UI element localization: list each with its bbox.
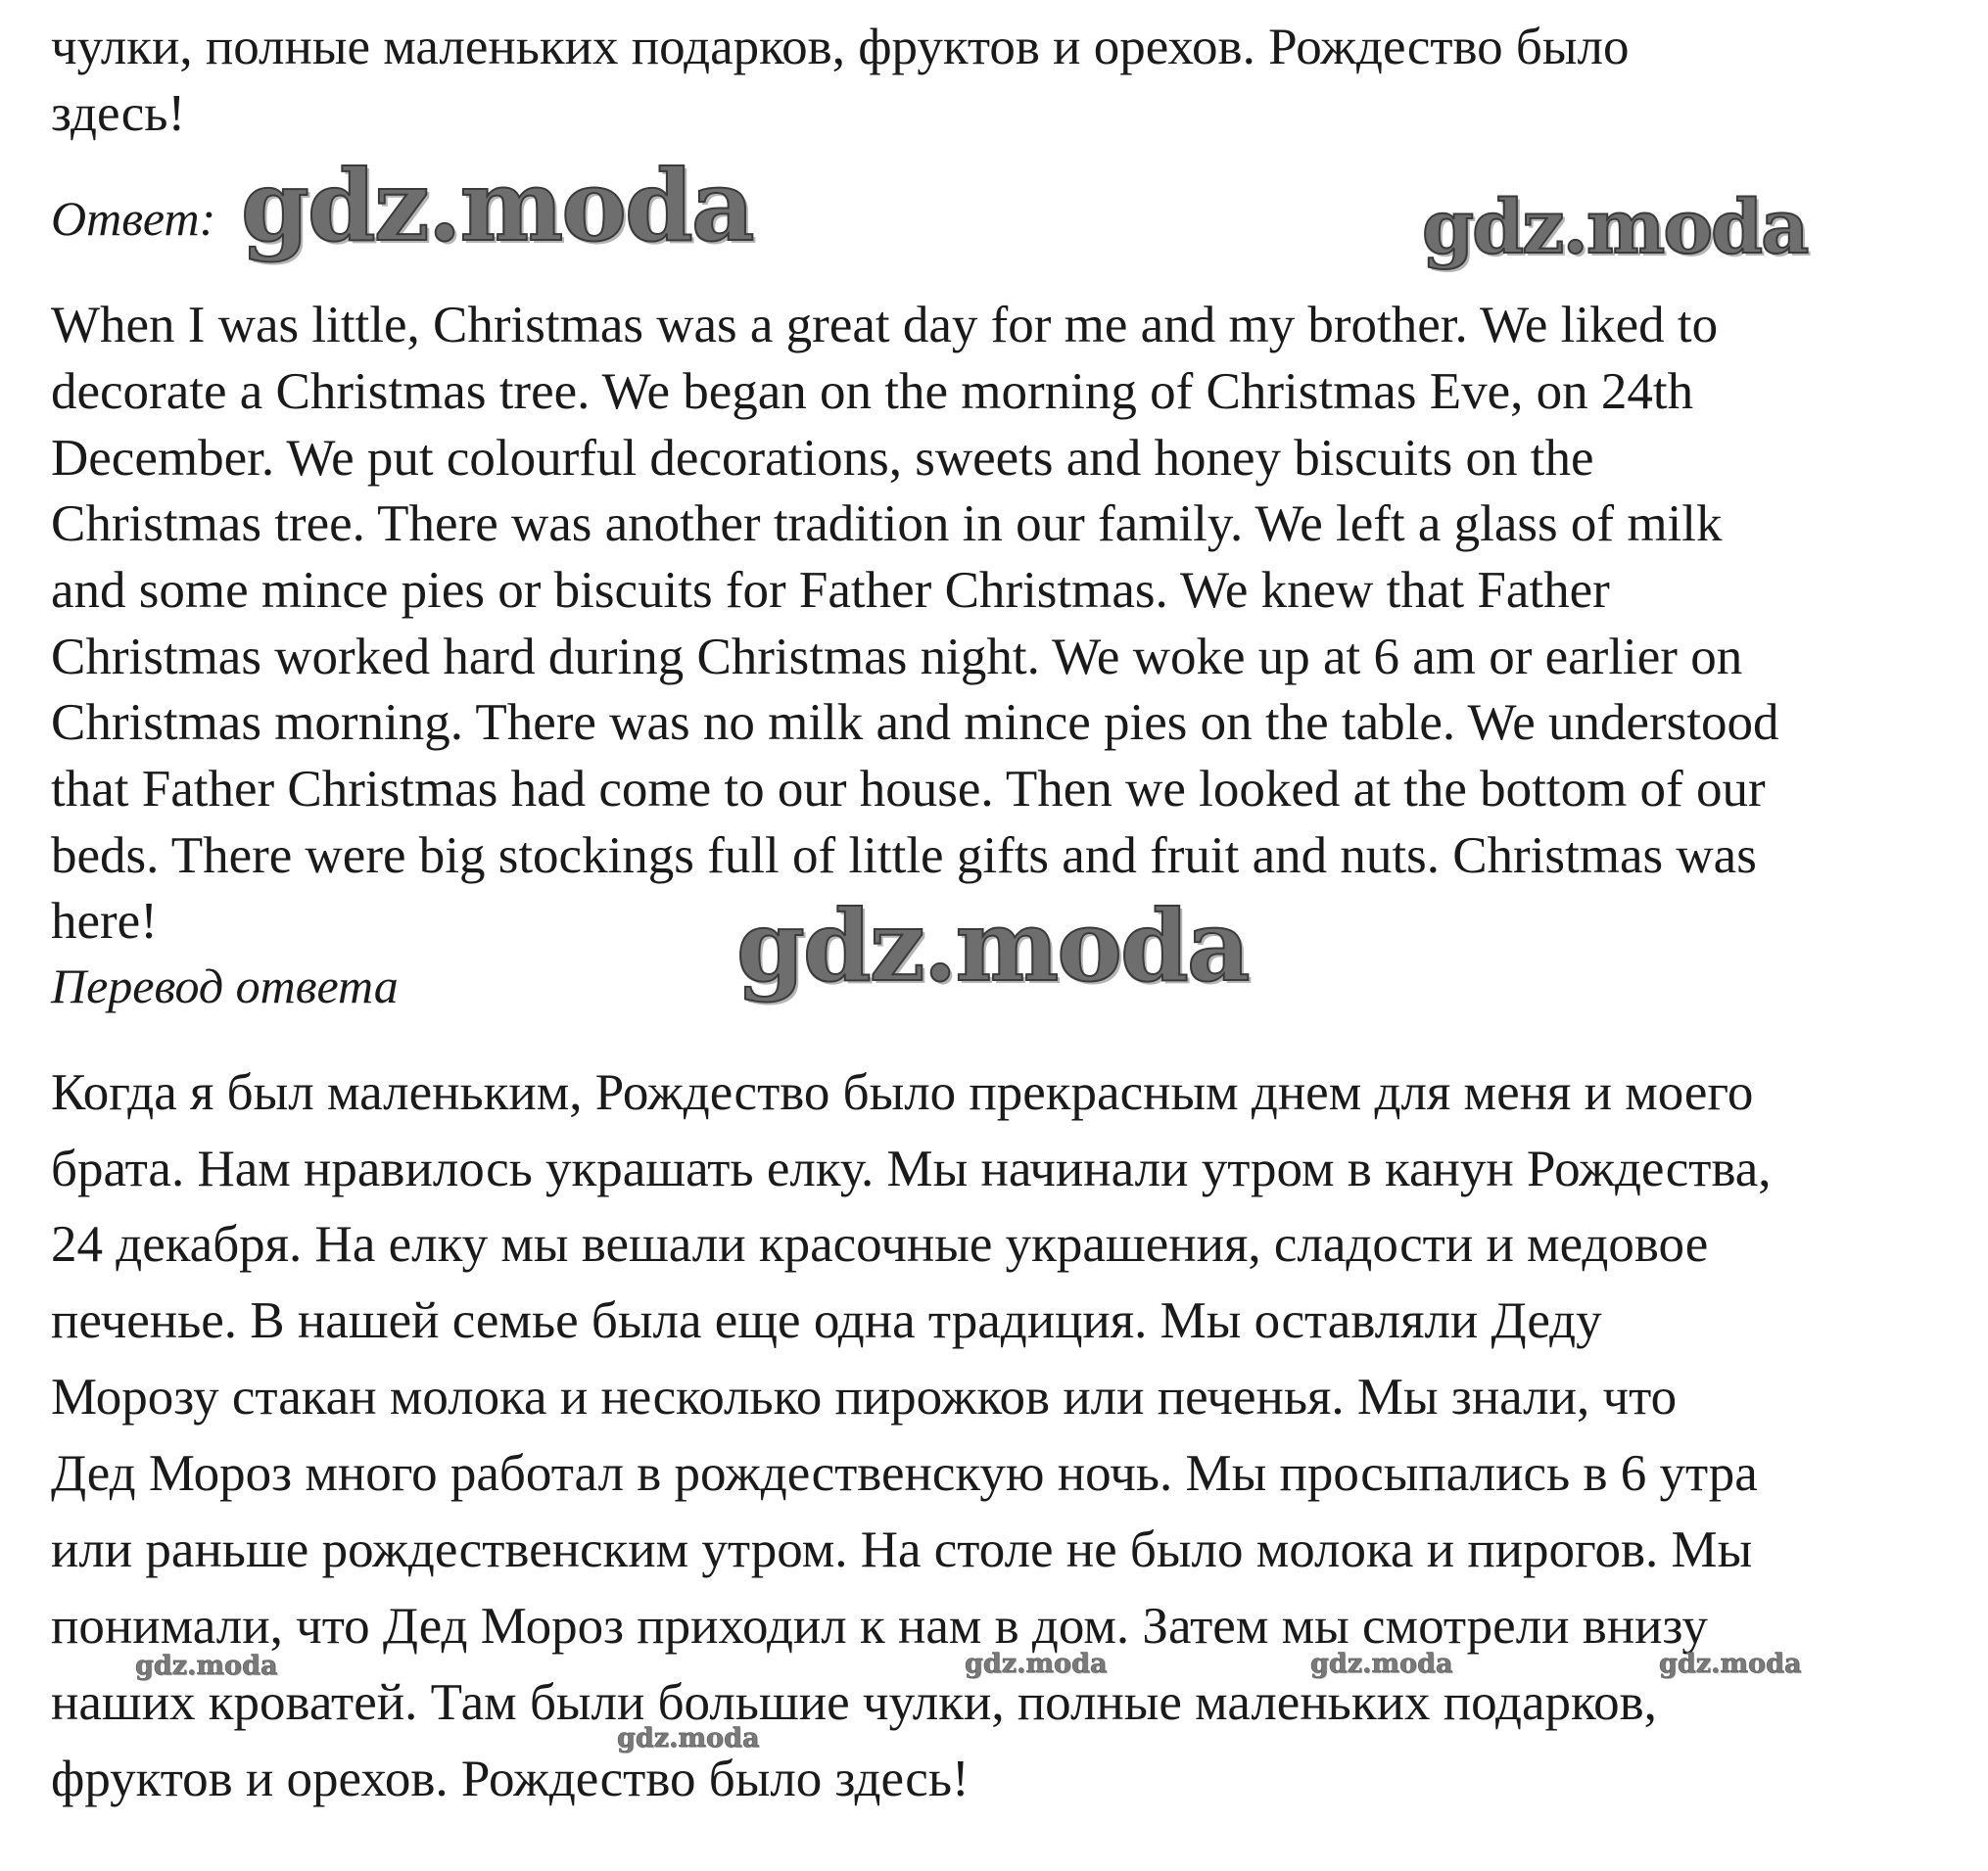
answer-line-7: Christmas morning. There was no milk and mince pies on the table. We understood	[51, 694, 1779, 751]
answer-line-3: December. We put colourful decorations, sweets and honey biscuits on the	[51, 430, 1594, 487]
translation-line-8: понимали, что Дед Мороз приходил к нам в дом. Затем мы смотрели внизу	[51, 1598, 1708, 1655]
top-line-2: здесь!	[51, 85, 186, 142]
watermark-small-3: gdz.moda	[1310, 1649, 1453, 1679]
translation-line-10: фруктов и орехов. Рождество было здесь!	[51, 1751, 970, 1807]
answer-line-6: Christmas worked hard during Christmas night. We woke up at 6 am or earlier on	[51, 629, 1743, 685]
watermark-logo-3: gdz.moda	[736, 888, 1249, 1004]
watermark-logo-2: gdz.moda	[1422, 183, 1808, 270]
watermark-small-2: gdz.moda	[965, 1649, 1108, 1679]
translation-line-7: или раньше рождественским утром. На столе не было молока и пирогов. Мы	[51, 1521, 1753, 1578]
watermark-small-4: gdz.moda	[1659, 1649, 1802, 1679]
answer-line-5: and some mince pies or biscuits for Father Christmas. We knew that Father	[51, 562, 1610, 619]
translation-line-1: Когда я был маленьким, Рождество было прекрасным днем для меня и моего	[51, 1064, 1754, 1121]
answer-line-1: When I was little, Christmas was a great day for me and my brother. We liked to	[51, 297, 1719, 353]
answer-line-9: beds. There were big stockings full of little gifts and fruit and nuts. Christmas was	[51, 827, 1757, 884]
translation-label: Перевод ответа	[51, 959, 399, 1013]
answer-label: Ответ:	[51, 191, 216, 246]
answer-line-2: decorate a Christmas tree. We began on the morning of Christmas Eve, on 24th	[51, 363, 1694, 420]
translation-line-6: Дед Мороз много работал в рождественскую ночь. Мы просыпались в 6 утра	[51, 1445, 1758, 1502]
answer-line-8: that Father Christmas had come to our house. Then we looked at the bottom of our	[51, 761, 1766, 818]
translation-line-2: брата. Нам нравилось украшать елку. Мы начинали утром в канун Рождества,	[51, 1141, 1772, 1197]
translation-line-9: наших кроватей. Там были большие чулки, полные маленьких подарков,	[51, 1674, 1657, 1731]
answer-line-4: Christmas tree. There was another tradition in our family. We left a glass of milk	[51, 495, 1723, 552]
watermark-logo-1: gdz.moda	[241, 148, 753, 263]
watermark-small-5: gdz.moda	[617, 1723, 760, 1754]
top-line-1: чулки, полные маленьких подарков, фруктов и орехов. Рождество было	[51, 19, 1630, 75]
watermark-small-1: gdz.moda	[135, 1651, 278, 1681]
translation-line-3: 24 декабря. На елку мы вешали красочные украшения, сладости и медовое	[51, 1216, 1709, 1273]
translation-line-5: Морозу стакан молока и несколько пирожков или печенья. Мы знали, что	[51, 1369, 1678, 1426]
answer-line-10: here!	[51, 893, 158, 950]
translation-line-4: печенье. В нашей семье была еще одна традиция. Мы оставляли Деду	[51, 1292, 1602, 1349]
